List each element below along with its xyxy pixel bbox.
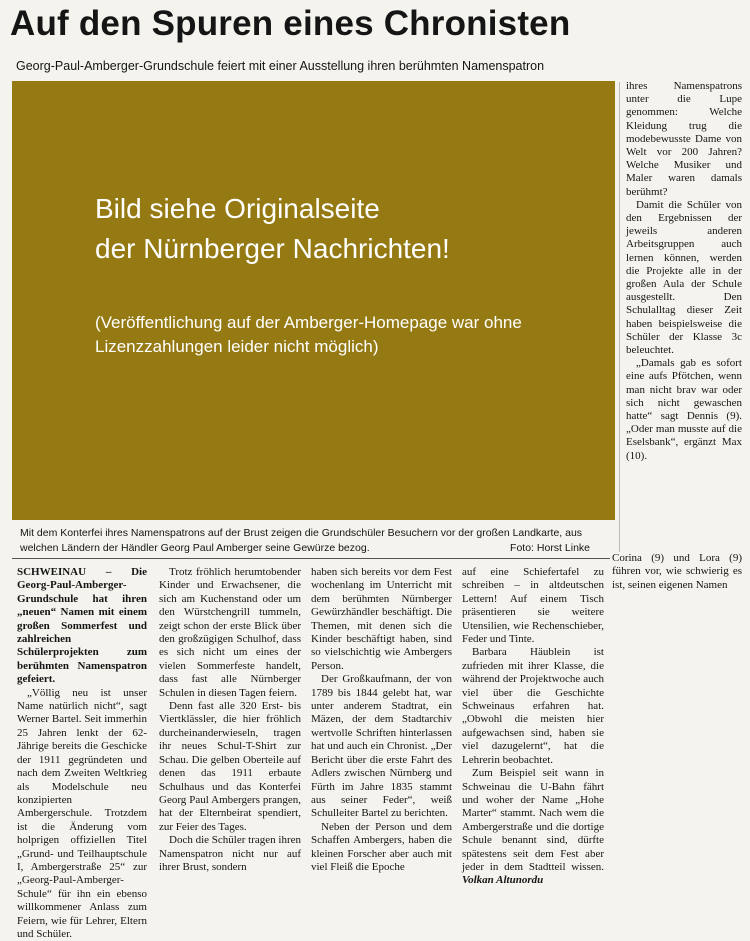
photo-placeholder (12, 81, 615, 520)
lead-text: SCHWEINAU – Die Georg-Paul-Amberger-Grundschule hat ihren „neuen“ Namen mit einem großen Sommerfest und zahlreichen Schülerprojekten zum berühmten Namenspatron gefeiert. (17, 566, 147, 686)
paragraph: Barbara Häublein ist zufrieden mit ihrer Klasse, die während der Projektwoche auch viel über die Geschichte Schweinaus erfahren hat. „Obwohl die meisten hier aufgewachsen sind, haben sie viel dazugelernt“, hat die Lehrerin beobachtet. (462, 646, 604, 766)
paragraph: ihres Namenspatrons unter die Lupe genommen: Welche Kleidung trug die modebewusste Dame von Welt vor 200 Jahren? Welche Musiker und Maler waren damals berühmt? (626, 80, 742, 198)
paragraph: haben sich bereits vor dem Fest wochenlang im Unterricht mit dem berühmten Nürnberger Gewürzhändler beschäftigt. Die Themen, mit denen sich die Kinder beschäftigt haben, sind so vielschichtig wie Ambergers Person. (311, 566, 452, 672)
paragraph: auf eine Schiefertafel zu schreiben – in altdeutschen Lettern! Auf einem Tisch präsentieren sie weitere Utensilien, wie Rechenschieber, Feder und Tinte. (462, 566, 604, 646)
photo-placeholder-note: (Veröffentlichung auf der Amberger-Homepage war ohne Lizenzzahlungen leider nicht möglich) (95, 313, 522, 356)
paragraph: Damit die Schüler von den Ergebnissen der jeweils anderen Arbeitsgruppen auch lernen können, werden die Projekte alle in der großen Aula der Schule ausgestellt. Den Schulalltag dieser Zeit haben beispielsweise die Schüler der Klasse 3c beleuchtet. (626, 198, 742, 357)
caption-divider (12, 558, 610, 559)
paragraph: „Damals gab es sofort eine aufs Pfötchen, wenn man nicht brav war oder sich nicht gewaschen hatte“ sagt Dennis (9). „Oder man musste auf die Eselsbank“, ergänzt Max (10). (626, 357, 742, 462)
paragraph: Doch die Schüler tragen ihren Namenspatron nicht nur auf ihrer Brust, sondern (159, 834, 301, 873)
paragraph-text: Zum Beispiel seit wann in Schweinau die U-Bahn fährt und woher der Name „Hohe Marter“ stammt. Nach wem die Ambergerstraße und die dortige Schule benannt sind, dürfte spätestens seit dem Fest aber jeder in dem Stadtteil wissen. (462, 767, 604, 873)
paragraph: Der Großkaufmann, der von 1789 bis 1844 gelebt hat, war unter anderem Stadtrat, ein Mäzen, der dem Stadtarchiv wertvolle Schriften hinterlassen hat und auch ein Chronist. „Der Bericht über die erste Fahrt des Adlers zwischen Nürnberg und Fürth im Jahre 1835 stammt aus seiner Feder“, weiß Schulleiter Bartel zu berichten. (311, 673, 452, 820)
article-right-column (626, 80, 742, 550)
photo-credit: Foto: Horst Linke (510, 542, 590, 554)
subheadline: Georg-Paul-Amberger-Grundschule feiert mit einer Ausstellung ihren berühmten Namenspatron (16, 59, 545, 73)
paragraph: „Völlig neu ist unser Name natürlich nicht“, sagt Werner Bartel. Seit immerhin 25 Jahren lenkt der 62-Jährige bereits die Geschicke der 1911 gegründeten und nach dem Zweiten Weltkrieg als Modelschule neu konzipierten Ambergerschule. Trotzdem ist die Änderung vom holprigen offiziellen Titel „Grund- und Teilhauptschule I, Ambergerstraße 25“ zur „Georg-Paul-Amberger-Schule“ für ihn ein ebenso willkommener Anlass zum Feiern, wie für Lehrer, Eltern und Schüler. (17, 686, 147, 940)
article-column-3 (311, 566, 452, 873)
article-column-1 (17, 566, 147, 940)
paragraph: Denn fast alle 320 Erst- bis Viertklässler, die hier fröhlich durcheinanderwieseln, tragen ihr neues Schul-T-Shirt zur Schau. Die gelben Oberteile auf denen das 1911 erbaute Schulhaus und das Konterfei Georg Paul Ambergers prangen, hat der Elternbeirat spendiert, zur Feier des Tages. (159, 700, 301, 833)
photo-placeholder-line2: der Nürnberger Nachrichten! (95, 233, 450, 264)
photo-placeholder-title (95, 189, 595, 269)
article-column-4 (462, 566, 604, 887)
paragraph (462, 767, 604, 888)
author-signature: Volkan Altunordu (462, 874, 544, 887)
photo-placeholder-line1: Bild siehe Originalseite (95, 193, 380, 224)
column-divider (619, 82, 620, 552)
caption-text: Mit dem Konterfei ihres Namenspatrons auf der Brust zeigen die Grundschüler Besuchern vor der großen Landkarte, aus welchen Ländern der Händler Georg Paul Amberger seine Gewürze bezog. (20, 527, 583, 554)
paragraph: Corina (9) und Lora (9) führen vor, wie schwierig es ist, seinen eigenen Namen (612, 552, 742, 591)
paragraph: Neben der Person und dem Schaffen Ambergers, haben die kleinen Forscher aber auch mit viel Fleiß die Epoche (311, 820, 452, 873)
paragraph: Trotz fröhlich herumtobender Kinder und Erwachsener, die sich am Kuchenstand oder um den Würstchengrill tummeln, zeigt schon der erste Blick über den großzügigen Schulhof, dass es sich nicht um eines der vielen Sommerfeste handelt, dass fast alle Nürnberger Schulen in diesen Tagen feiern. (159, 566, 301, 699)
article-column-2 (159, 566, 301, 873)
headline: Auf den Spuren eines Chronisten (10, 4, 571, 43)
photo-caption (20, 526, 590, 556)
article-column-5 (612, 552, 742, 858)
lead-paragraph (17, 566, 147, 687)
